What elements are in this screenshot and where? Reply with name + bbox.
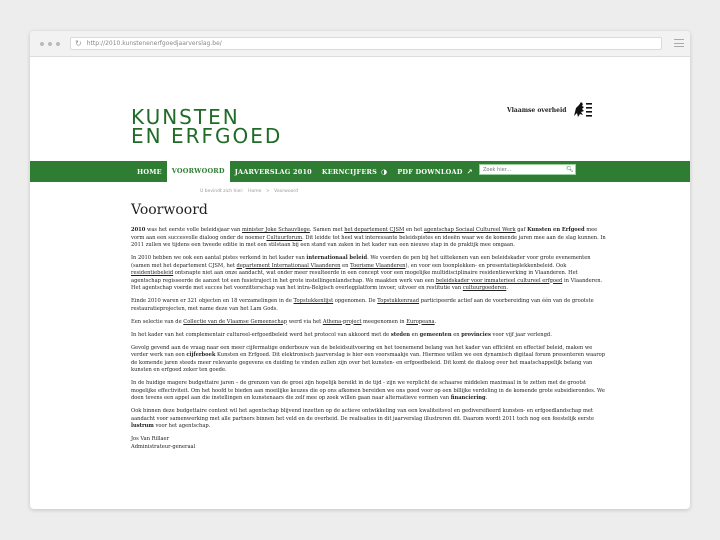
text-run: participeerde actief aan de voorbereiding van één van de grootste restauratieprojecten, met name deze van het Lam Gods. — [131, 298, 594, 312]
text-run: In het kader van het complementair cultureel-erfgoedbeleid werd het protocol van akkoord met de — [131, 331, 391, 338]
text-run: ), en voor een toonplekken- en presentatieplekkenbeleid. Ook — [405, 262, 567, 269]
text-run: werd via het — [287, 318, 323, 325]
text-run: opgenomen. De — [333, 298, 378, 304]
url-text[interactable]: http://2010.kunstenenerfgoedjaarverslag.be/ — [86, 40, 222, 47]
browser-menu-icon[interactable] — [674, 39, 684, 47]
text-run: voor vijf jaar verlengd. — [490, 331, 552, 338]
text-run: was het eerste volle beleidsjaar van — [145, 227, 242, 233]
paragraph-8 — [131, 408, 607, 431]
government-label: Vlaamse overheid — [507, 106, 567, 114]
government-logo[interactable] — [507, 98, 594, 122]
inline-link[interactable]: residentiebeleid — [131, 270, 174, 276]
text-run: meegenomen in — [361, 318, 407, 325]
paragraph-3 — [131, 298, 607, 313]
inline-link[interactable]: het departement CJSM — [344, 227, 405, 233]
text-run: In 2010 hebben we ook een aantal pistes verkend in het kader van — [131, 255, 307, 261]
text-run: mee vorm aan een succesvolle dialoog onder de noemer — [131, 227, 598, 241]
paragraph-1 — [131, 227, 607, 250]
text-run: . — [434, 318, 437, 325]
bold-text: lustrum — [131, 423, 154, 429]
inline-link[interactable]: cultuurgoederen — [462, 285, 507, 291]
text-run: en — [340, 262, 351, 269]
text-run: Kunsten en Erfgoed. Dit elektronisch jaarverslag is hier een voorsmaakje van. Hiermee willen we een dynamisch digitaal forum presenteren waarop de komende jaren steeds meer relevante gegevens en duiding te vinden zullen zijn over het kunsten- en erfgoedbeleid. Dit komt de dialoog over het maatschappelijk belang van kunsten en erfgoed zeker ten goede. — [131, 352, 606, 373]
inline-link[interactable]: Topstukkenlijst — [293, 298, 334, 304]
inline-link[interactable]: Collectie van de Vlaamse Gemeenschap — [183, 318, 288, 325]
reload-icon[interactable]: ↻ — [75, 38, 82, 48]
nav-voorwoord[interactable]: VOORWOORD — [167, 160, 230, 183]
nav-pdf-download[interactable] — [392, 161, 477, 182]
search-icon[interactable]: 🔍︎ — [566, 166, 574, 173]
logo-line-2: EN ERFGOED — [131, 124, 283, 148]
paragraph-5 — [131, 332, 607, 340]
text-run: in Vlaanderen. Het agentschap voerde met succes het voorzitterschap van het intra-Belgisch overlegplatform invoer, uitvoer en restitutie van — [131, 277, 603, 291]
breadcrumb-prefix: U bevindt zich hier: — [200, 189, 244, 194]
nav-jaarverslag-2010[interactable]: JAARVERSLAG 2010 — [234, 167, 312, 176]
text-run: Ook binnen deze budgettaire context wil het agentschap blijvend inzetten op de actieve ontwikkeling van een kwaliteitsvol en gediversifieerd kunsten- en erfgoedlandschap met aandacht voor samenwerking met alle partners binnen het veld en de overheid. De realisaties in dit jaarverslag illustreren dit. Daarom wordt 2011 toch nog een feestelijk eerste — [131, 408, 595, 422]
text-run: Een selectie van de — [131, 318, 184, 325]
breadcrumb-separator: > — [265, 189, 270, 194]
inline-link[interactable]: Europeana — [406, 318, 435, 325]
bold-text: financiering — [450, 395, 486, 401]
close-dot[interactable] — [40, 42, 44, 46]
nav-kerncijfers-label: KERNCIJFERS — [321, 167, 378, 176]
nav-home[interactable]: HOME — [137, 167, 162, 176]
signature-name: Jos Van Rillaer — [131, 436, 170, 442]
flemish-lion-icon — [570, 98, 594, 122]
bold-text: internationaal beleid — [306, 255, 368, 261]
main-content — [131, 202, 607, 451]
bold-text: Kunsten en Erfgoed — [527, 227, 585, 233]
search-box[interactable] — [479, 164, 576, 175]
bold-text: 2010 — [131, 227, 146, 233]
inline-link[interactable]: beleidskader voor immaterieel cultureel erfgoed — [435, 277, 563, 284]
text-run: ontsnapte niet aan onze aandacht, wat onder meer resulteerde in een concept voor een mogelijke multidisciplinaire residentiewerking in Vlaanderen. Het agentschap regisseerde de aanzet tot een fusietraject in het grote instellingenlandschap. We maakten werk van een — [131, 270, 578, 284]
breadcrumb-home[interactable]: Home — [248, 189, 262, 194]
browser-window — [30, 31, 690, 509]
breadcrumb — [200, 189, 301, 194]
maximize-dot[interactable] — [56, 42, 60, 46]
signature-title: Administrateur-generaal — [131, 443, 196, 450]
logo-line-1: KUNSTEN — [131, 105, 240, 129]
nav-kerncijfers[interactable] — [317, 161, 392, 182]
text-run: . Samen met — [309, 227, 345, 233]
bold-text: steden — [390, 331, 411, 338]
text-run: gaf — [515, 227, 528, 233]
main-navigation — [30, 161, 690, 182]
address-bar[interactable] — [70, 37, 662, 50]
pie-chart-icon: ◑ — [381, 167, 388, 176]
text-run: en — [451, 331, 462, 338]
paragraph-7 — [131, 380, 607, 403]
text-run: Gevolg gevend aan de vraag naar een meer cijfermatige onderbouw van de beleidsuitvoering en het toenemend belang van het kader van efficiënt en effectief beleid, maken we verder werk van een — [131, 344, 593, 358]
text-run: . — [506, 285, 508, 291]
text-run: en het — [404, 227, 424, 233]
site-header — [30, 57, 690, 161]
bold-text: gemeenten — [419, 331, 452, 338]
page-title: Voorwoord — [131, 202, 208, 218]
window-controls — [40, 42, 60, 46]
inline-link[interactable]: Toerisme Vlaanderen — [350, 262, 406, 269]
text-run: . — [485, 395, 488, 401]
site-logo[interactable] — [131, 105, 283, 148]
browser-toolbar — [30, 31, 690, 57]
inline-link[interactable]: minister Joke Schauvliege — [241, 227, 310, 233]
text-run: . We voerden de pen bij het uittekenen van een beleidskader voor grote evenementen (samen met het departement CJSM, het — [131, 255, 591, 269]
inline-link[interactable]: departement Internationaal Vlaanderen — [236, 262, 341, 269]
inline-link[interactable]: Topstukkenraad — [377, 298, 420, 304]
paragraph-6 — [131, 345, 607, 375]
text-run: Einde 2010 waren er 321 objecten en 18 verzamelingen in de — [131, 298, 294, 304]
text-run: en — [410, 331, 420, 338]
breadcrumb-current: Voorwoord — [274, 189, 298, 194]
minimize-dot[interactable] — [48, 42, 52, 46]
inline-link[interactable]: agentschap Sociaal Cultureel Werk — [423, 227, 516, 233]
text-run: voor het agentschap. — [153, 423, 211, 429]
bold-text: provincies — [461, 331, 491, 338]
bold-text: cijferboek — [186, 352, 216, 358]
inline-link[interactable]: Athena-project — [322, 318, 362, 325]
text-run: . Dit leidde tot heel wat interessante beleidspistes en ideeën waar we de komende jaren mee aan de slag kunnen. In 2011 zullen we tijdens een tweede editie in met een stilstaan bij een stand van zaken in het kader van een nieuwe stap in de praktijk mee omgaan. — [131, 234, 606, 248]
paragraph-2 — [131, 255, 607, 293]
signature — [131, 436, 607, 451]
pdf-icon: ↗ — [466, 167, 473, 176]
nav-pdf-download-label: PDF DOWNLOAD — [397, 167, 463, 176]
paragraph-4 — [131, 319, 607, 327]
text-run: In de huidige magere budgettaire jaren – de grenzen van de groei zijn hopelijk bereikt in de tijd - zijn we verplicht de schaarse middelen maximaal in te zetten met de grootst mogelijke effectiviteit. Om het hoofd te bieden aan moeilijke keuzes die op ons afkomen bereiden we ons goed voor op een billijke verdeling in de komende grote subsidierondes. We doen tevens een appel aan die instellingen en kunstenaars die zelf mee op zoek willen gaan naar alternatieve vormen van — [131, 380, 605, 401]
search-input[interactable] — [480, 165, 564, 174]
inline-link[interactable]: Cultuurforum — [266, 234, 303, 241]
